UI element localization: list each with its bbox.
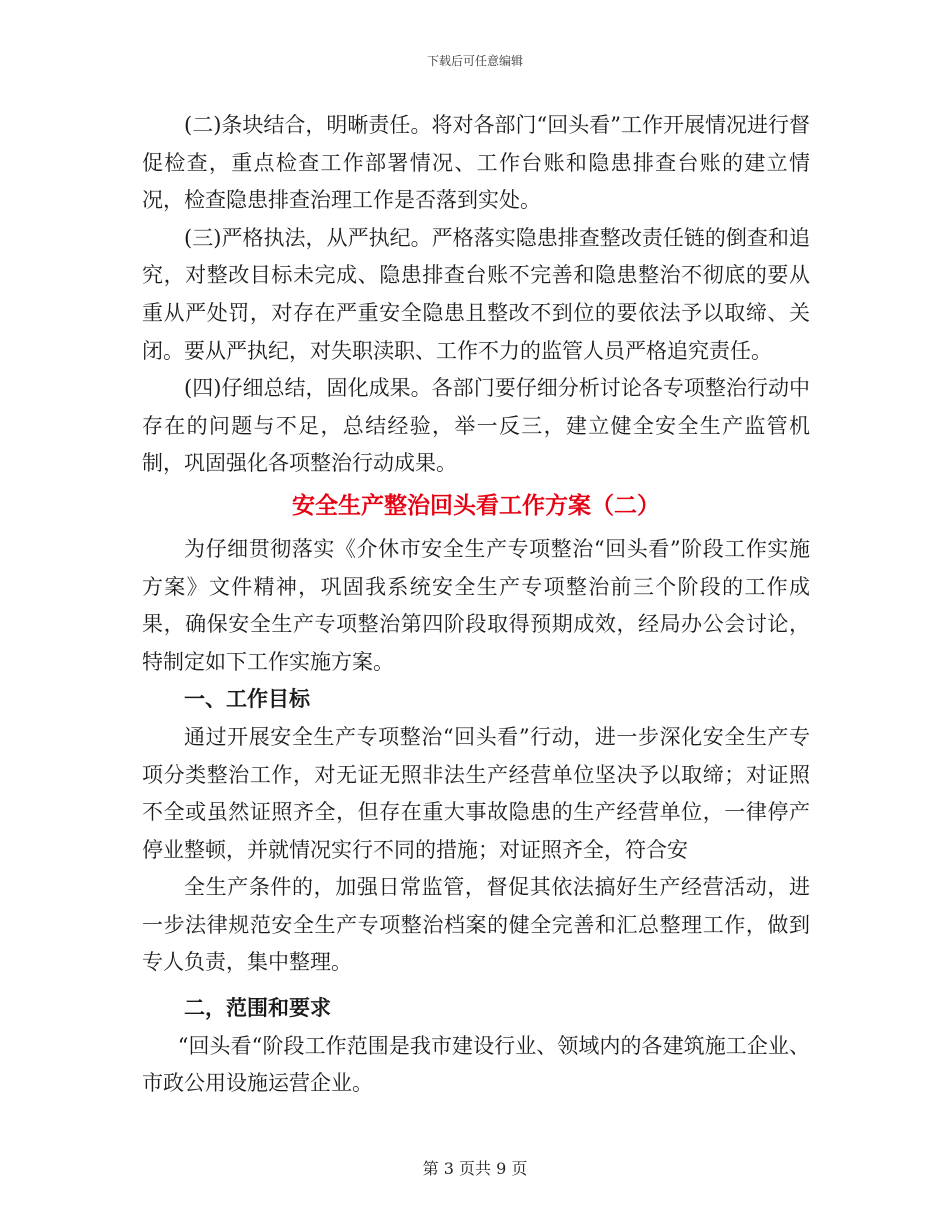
heading-work-goals: 一、工作目标	[184, 687, 310, 712]
paragraph-3: (三)严格执法，从严执纪。严格落实隐患排查整改责任链的倒查和追究，对整改目标未完成、隐患排查台账不完善和隐患整治不彻底的要从重从严处罚，对存在严重安全隐患且整改不到位的要依法予以取缔、关闭。要从严执纪，对失职渎职、工作不力的监管人员严格追究责任。	[142, 225, 810, 363]
document-body	[142, 107, 810, 1103]
scope-paragraph: “回头看“阶段工作范围是我市建设行业、领域内的各建筑施工企业、市政公用设施运营企业。	[142, 1033, 810, 1096]
heading-scope-requirements: 二，范围和要求	[184, 996, 331, 1021]
goals-paragraph-continued: 全生产条件的，加强日常监管，督促其依法搞好生产经营活动，进一步法律规范安全生产专项整治档案的健全完善和汇总整理工作，做到专人负责，集中整理。	[142, 875, 810, 975]
page-header-note: 下载后可任意编辑	[426, 54, 523, 68]
goals-paragraph: 通过开展安全生产专项整治“回头看”行动，进一步深化安全生产专项分类整治工作，对无证无照非法生产经营单位坚决予以取缔；对证照不全或虽然证照齐全，但存在重大事故隐患的生产经营单位，一律停产停业整顿，并就情况实行不同的措施；对证照齐全，符合安	[142, 724, 810, 862]
document-title: 安全生产整治回头看工作方案（二）	[292, 492, 660, 519]
paragraph-2: (二)条块结合，明晰责任。将对各部门“回头看”工作开展情况进行督促检查，重点检查工作部署情况、工作台账和隐患排查台账的建立情况，检查隐患排查治理工作是否落到实处。	[142, 113, 810, 213]
intro-paragraph: 为仔细贯彻落实《介休市安全生产专项整治“回头看”阶段工作实施方案》文件精神，巩固我系统安全生产专项整治前三个阶段的工作成果，确保安全生产专项整治第四阶段取得预期成效，经局办公会讨论，特制定如下工作实施方案。	[142, 536, 810, 674]
page-footer-number: 第 3 页共 9 页	[422, 1159, 528, 1178]
paragraph-4: (四)仔细总结，固化成果。各部门要仔细分析讨论各专项整治行动中存在的问题与不足，总结经验，举一反三，建立健全安全生产监管机制，巩固强化各项整治行动成果。	[142, 376, 810, 476]
